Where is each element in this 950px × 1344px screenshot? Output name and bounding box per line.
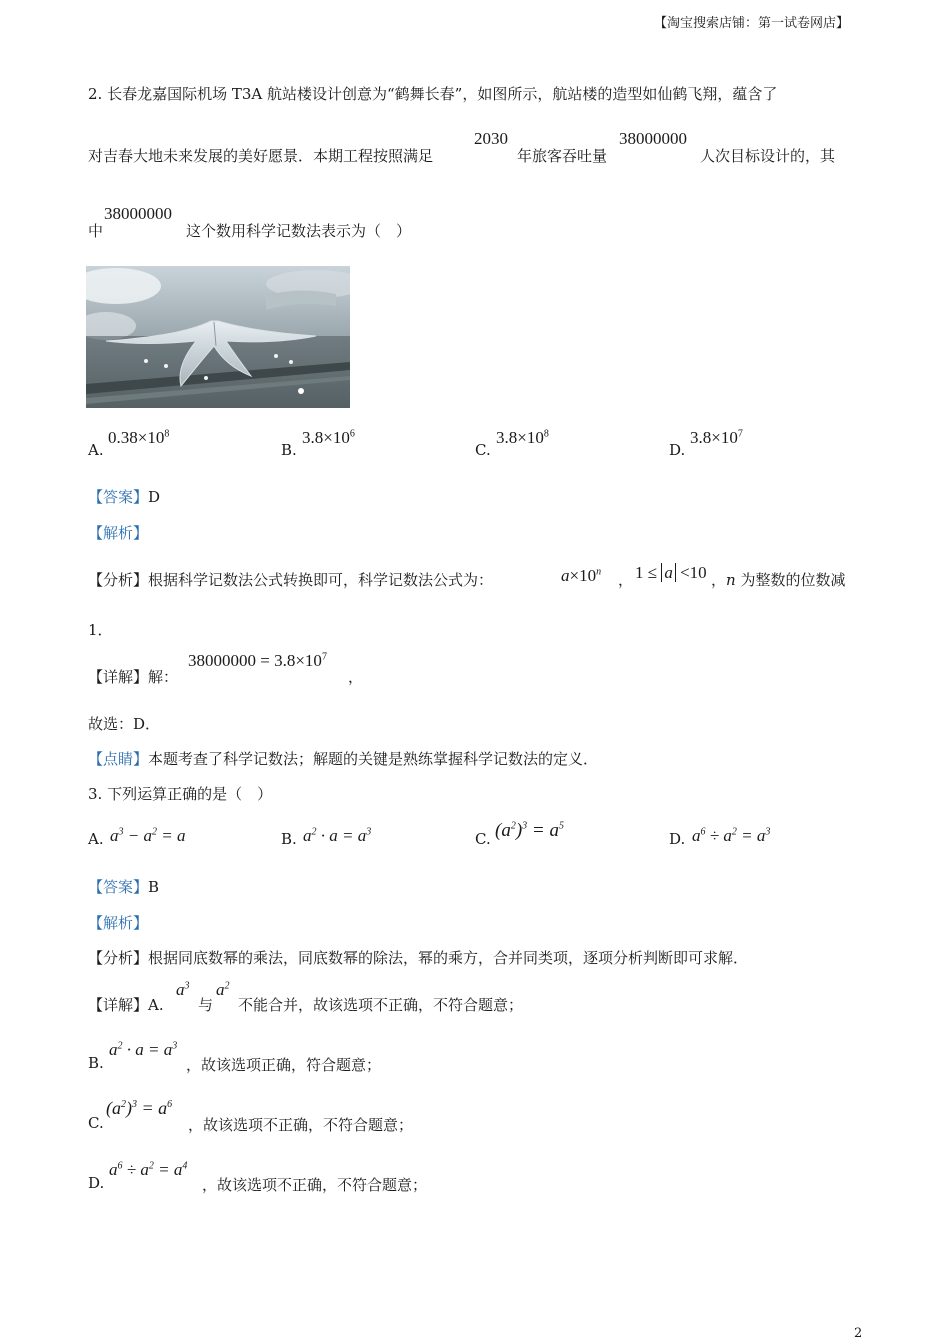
page-number: 2 [854, 1326, 863, 1341]
q2-year: 2030 [474, 129, 508, 148]
q3-xd-text: ，故该选项不正确，不符合题意； [202, 1176, 428, 1194]
q3-option-c-label: C. [475, 830, 491, 848]
q2-formula: $a\times 10^n$ [561, 566, 602, 585]
q3-option-b-label: B. [281, 830, 297, 848]
q3-xiangjie-a: 【详解】A. [88, 996, 164, 1014]
q2-option-a-math: $0.38\times 10^8$ [108, 428, 170, 447]
q2-line2b: 年旅客吞吐量 [517, 147, 608, 165]
q3-option-d-math: $a^6 \div a^2 = a^3$ [692, 826, 771, 845]
q2-option-c-math: $3.8\times 10^8$ [496, 428, 549, 447]
q3-option-a-math: $a^3 - a^2 = a$ [110, 826, 186, 845]
q2-fenxi-end: 1． [88, 621, 113, 639]
q3-xc-math: $(a^2)^3 = a^6$ [106, 1098, 173, 1118]
q2-num2: 38000000 [104, 204, 172, 223]
q2-sep: ， [618, 571, 634, 589]
q3-fenxi: 【分析】根据同底数幂的乘法，同底数幂的除法，幂的乘方，合并同类项，逐项分析判断即可求解． [88, 949, 749, 967]
q3-option-c-math: $(a^2)^3 = a^5$ [495, 820, 564, 841]
q2-line2a: 对吉春大地未来发展的美好愿景．本期工程按照满足 [88, 147, 434, 165]
q3-xc-label: C. [88, 1114, 104, 1132]
q3-answer: 【答案】B [88, 878, 160, 896]
q2-answer: 【答案】D [88, 488, 161, 506]
q3-analysis-tag: 【解析】 [88, 914, 149, 932]
q2-fenxi: 【分析】根据科学记数法公式转换即可，科学记数法公式为： [88, 571, 494, 589]
q2-dianjing: 【点睛】本题考查了科学记数法；解题的关键是熟练掌握科学记数法的定义． [88, 750, 599, 768]
q3-xa-term1: $a^3$ [176, 980, 190, 999]
q2-xiangjie-comma: ， [348, 668, 364, 686]
q2-option-b-math: $3.8\times 10^6$ [302, 428, 355, 447]
q2-option-b-label: B. [281, 441, 297, 459]
q2-option-c-label: C. [475, 441, 491, 459]
q2-xiangjie-formula: $38000000 = 3.8\times 10^7$ [188, 651, 327, 670]
q2-fenxi-c: ，n 为整数的位数减 [711, 571, 846, 589]
q2-condition: 1 ≤ a <10 [635, 563, 707, 582]
q2-num: 38000000 [619, 129, 687, 148]
q3-xb-text: ，故该选项正确，符合题意； [186, 1056, 382, 1074]
q2-option-d-math: $3.8\times 10^7$ [690, 428, 743, 447]
q3-xb-label: B. [88, 1054, 104, 1072]
q2-option-a-label: A. [88, 441, 104, 459]
q3-xb-math: $a^2 \cdot a = a^3$ [109, 1040, 178, 1059]
q3-xa-yu: 与 [198, 996, 214, 1014]
q2-line3b: 这个数用科学记数法表示为（ ） [186, 222, 412, 240]
shop-header: 【淘宝搜索店铺：第一试卷网店】 [654, 16, 850, 31]
q3-option-d-label: D. [669, 830, 686, 848]
q3-xa-text: 不能合并，故该选项不正确，不符合题意； [238, 996, 524, 1014]
q3-title: 3. 下列运算正确的是（ ） [88, 785, 273, 803]
q2-xiangjie: 【详解】解： [88, 668, 179, 686]
airport-terminal-image [86, 266, 350, 408]
q3-xc-text: ，故该选项不正确，不符合题意； [188, 1116, 414, 1134]
q3-option-a-label: A. [88, 830, 104, 848]
q2-line2c: 人次目标设计的，其 [700, 147, 836, 165]
q3-option-b-math: $a^2 \cdot a = a^3$ [303, 826, 372, 845]
q2-analysis-tag: 【解析】 [88, 524, 149, 542]
q3-xd-math: $a^6 \div a^2 = a^4$ [109, 1160, 188, 1179]
q3-xa-term2: $a^2$ [216, 980, 230, 999]
q2-line3a: 中 [88, 222, 104, 240]
q2-guxuan: 故选：D． [88, 715, 161, 733]
q2-line1: 2. 长春龙嘉国际机场 T3A 航站楼设计创意为“鹤舞长春”，如图所示，航站楼的造型如仙鹤飞翔，蕴含了 [88, 85, 778, 103]
q3-xd-label: D. [88, 1174, 105, 1192]
q2-option-d-label: D. [669, 441, 686, 459]
